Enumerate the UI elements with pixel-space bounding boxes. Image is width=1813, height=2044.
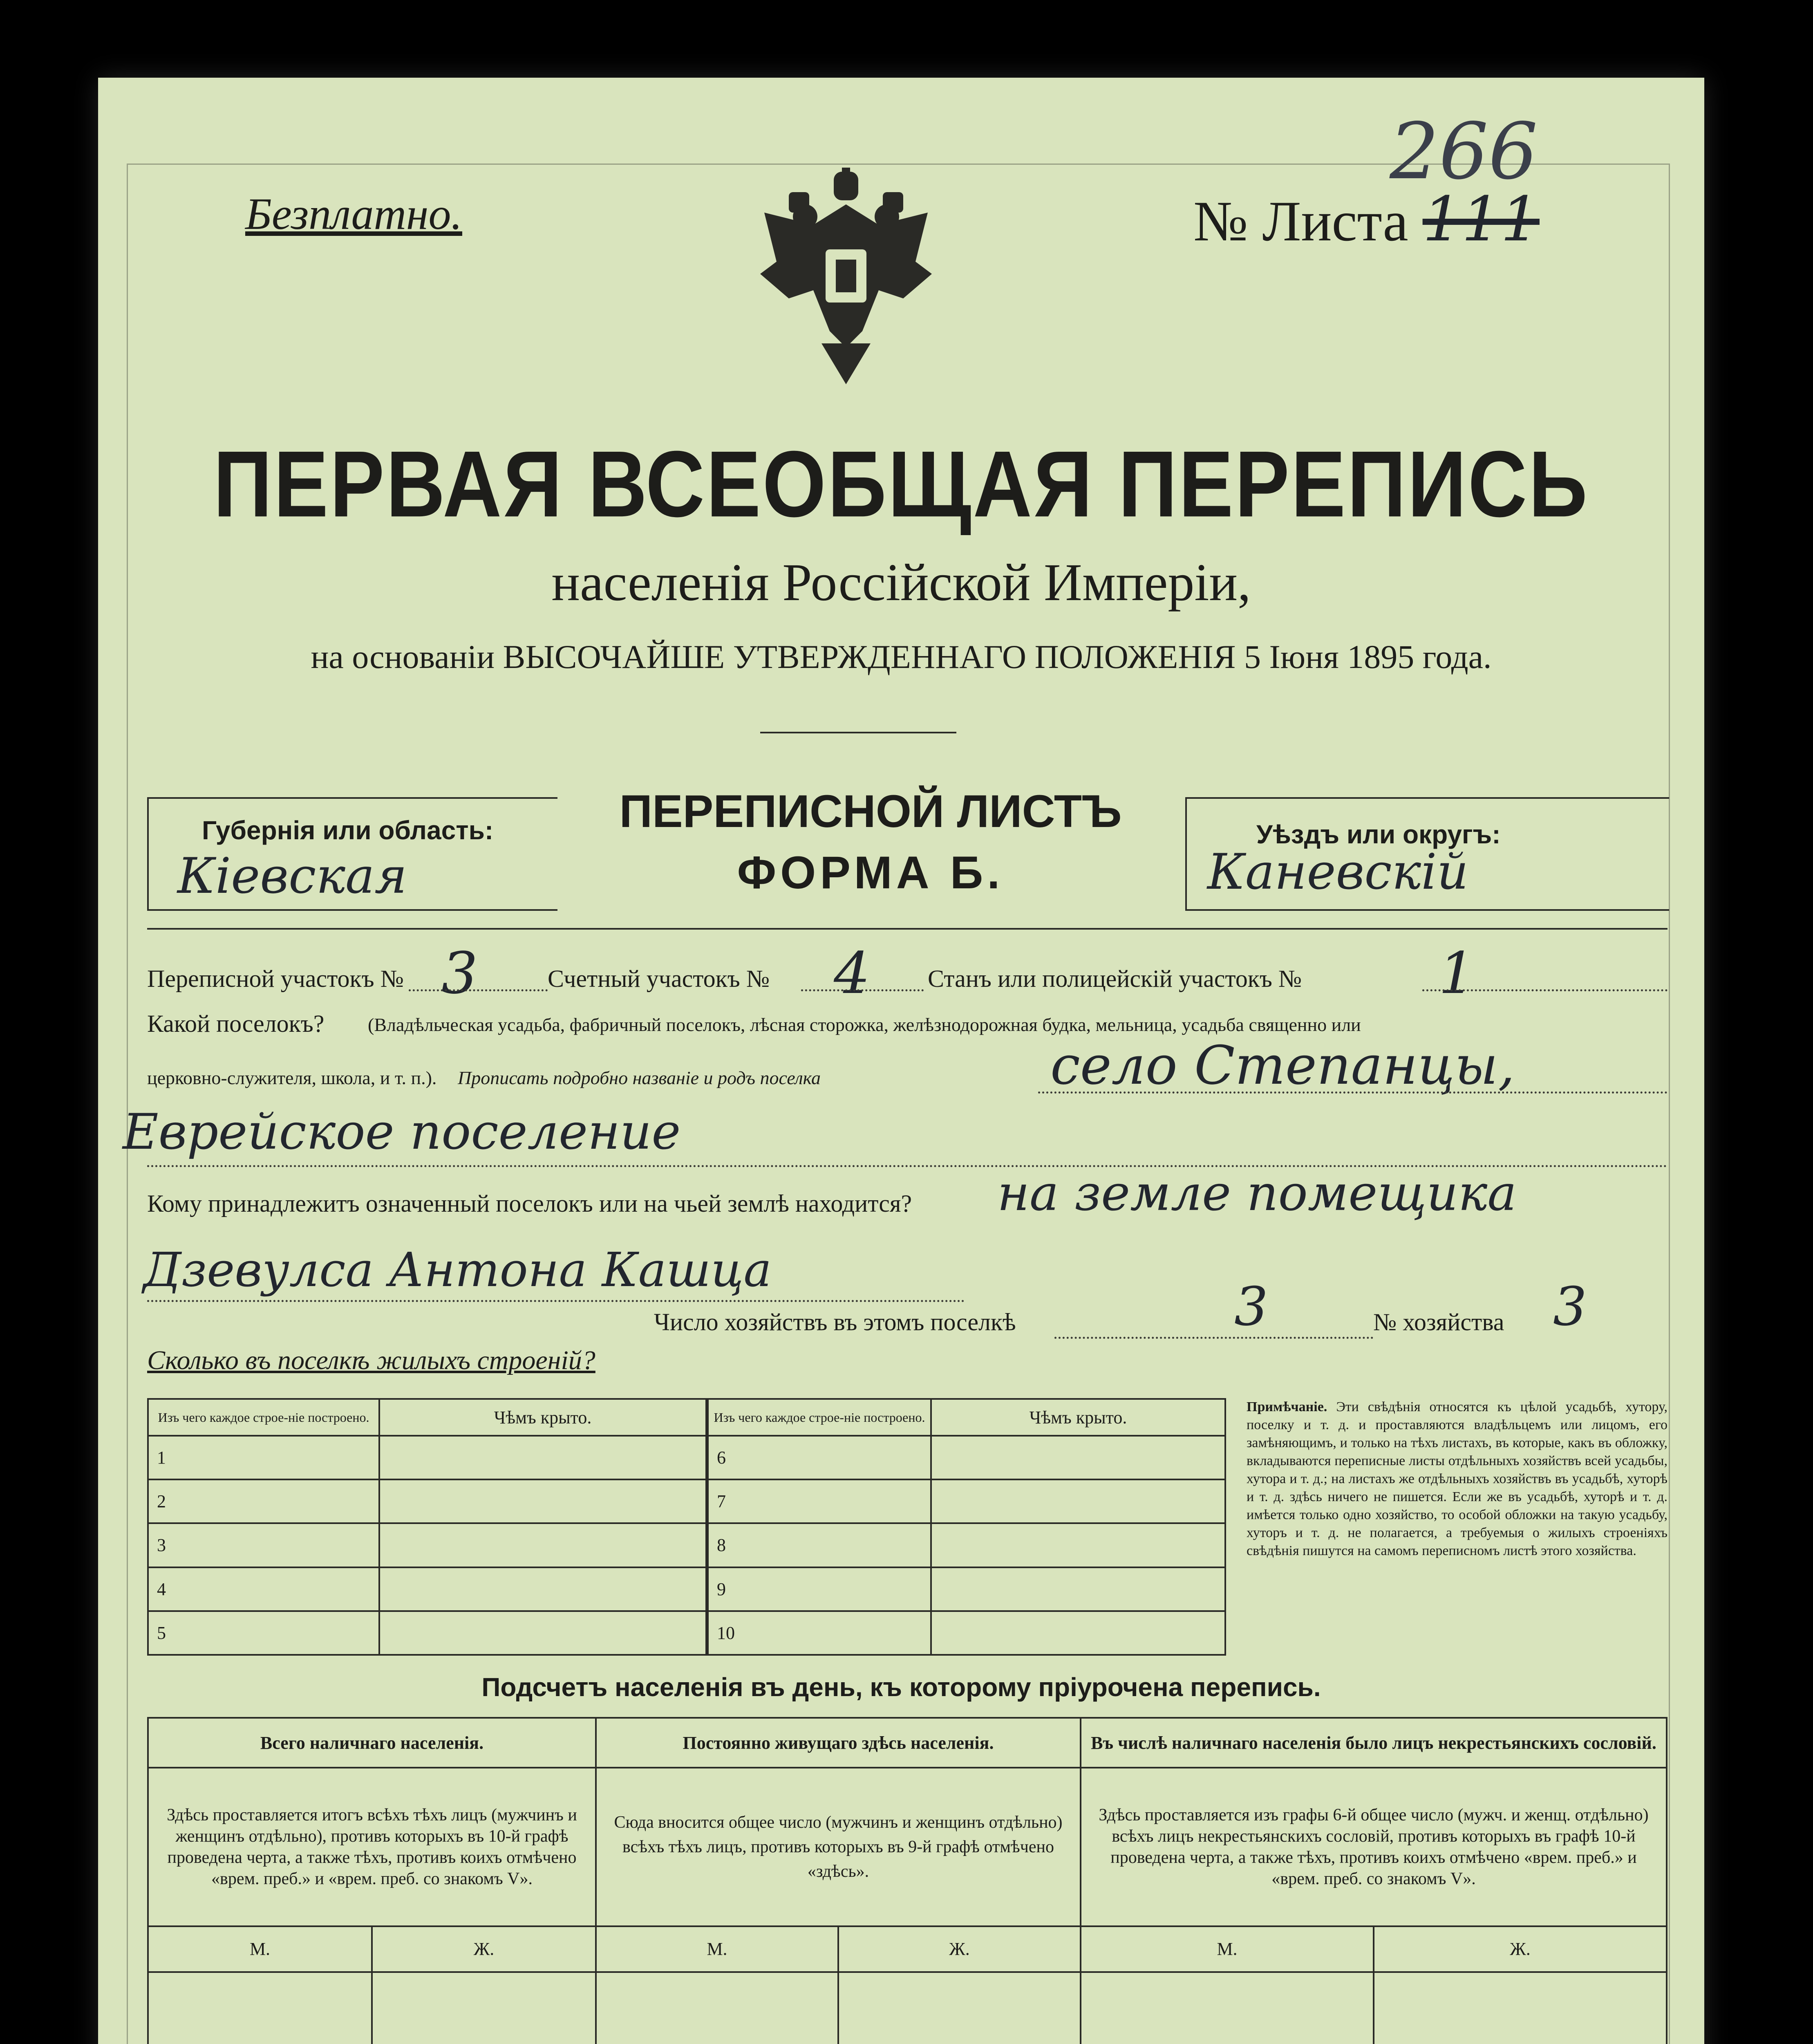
district-line	[147, 940, 1668, 1007]
uezd-value: Каневскій	[1207, 844, 1468, 901]
boxes-underline	[147, 928, 1668, 930]
double-headed-eagle-icon	[756, 168, 936, 388]
note-block	[1247, 1398, 1668, 1560]
stan-value: 1	[1439, 940, 1475, 1007]
count-table	[147, 1717, 1668, 2044]
perepisnoi-label: Переписной участокъ №	[147, 965, 404, 992]
gubernia-box	[147, 797, 557, 911]
owner-value-1: на земле помещика	[997, 1165, 1517, 1222]
count-col3-text: Здѣсь проставляется изъ графы 6-й общее число (мужч. и женщ. отдѣльно) всѣхъ лицъ некрестьянскихъ сословій, противъ которыхъ въ графѣ 10-й проведена черта, а также тѣхъ, противъ коихъ отмѣчено «врем. преб.» и «врем. преб. со знакомъ V».	[1081, 1768, 1667, 1926]
building-row-num: 2	[148, 1479, 379, 1523]
count-title: Подсчетъ населенія въ день, къ которому пріурочена перепись.	[481, 1672, 1321, 1702]
subtitle: населенія Россійской Имперіи,	[551, 553, 1251, 612]
main-title: ПЕРВАЯ ВСЕОБЩАЯ ПЕРЕПИСЬ	[213, 432, 1589, 537]
count-cell	[148, 1972, 372, 2044]
building-row-num: 4	[148, 1567, 379, 1611]
building-row-num: 7	[708, 1479, 931, 1523]
count-cell	[372, 1972, 596, 2044]
count-col3-zh: Ж.	[1374, 1926, 1667, 1972]
buildings-table-left	[147, 1398, 707, 1656]
schetny-label: Счетный участокъ №	[548, 965, 770, 992]
count-col2-text: Сюда вносится общее число (мужчинъ и женщинъ отдѣльно) всѣхъ тѣхъ лицъ, противъ которыхъ въ 9-й графѣ отмѣчено «здѣсь».	[596, 1768, 1081, 1926]
owner-dots	[147, 1300, 965, 1302]
basis-line: на основаніи ВЫСОЧАЙШЕ УТВЕРЖДЕННАГО ПОЛОЖЕНІЯ 5 Іюня 1895 года.	[311, 638, 1492, 675]
buildings-col-material: Изъ чего каждое строе-ніе построено.	[148, 1399, 379, 1436]
poselok-hint-2: церковно-служителя, школа, и т. п.).	[147, 1067, 437, 1088]
sheet-title: ПЕРЕПИСНОЙ ЛИСТЪ	[619, 786, 1122, 837]
sheet-number-label	[1193, 184, 1540, 255]
building-row-num: 10	[708, 1611, 931, 1655]
count-cell	[596, 1972, 838, 2044]
free-label: Безплатно.	[245, 189, 462, 239]
count-col1-text: Здѣсь проставляется итогъ всѣхъ тѣхъ лицъ (мужчинъ и женщинъ отдѣльно), противъ которыхъ въ 10-й графѣ проведена черта, а также тѣхъ, противъ коихъ отмѣчено «врем. преб.» и «врем. преб. со знакомъ V».	[148, 1768, 596, 1926]
sheet-number-crossed: 111	[1422, 184, 1540, 255]
count-col1-zh: Ж.	[372, 1926, 596, 1972]
building-row-num: 9	[708, 1567, 931, 1611]
buildings-label: Сколько въ поселкѣ жилыхъ строеній?	[147, 1345, 595, 1375]
buildings-col-material: Изъ чего каждое строе-ніе построено.	[708, 1399, 931, 1436]
building-row-num: 1	[148, 1436, 379, 1479]
poselok-dots-1	[1038, 1091, 1668, 1094]
building-row-num: 3	[148, 1523, 379, 1567]
building-row-num: 5	[148, 1611, 379, 1655]
poselok-hint-1: (Владѣльческая усадьба, фабричный поселокъ, лѣсная сторожка, желѣзнодорожная будка, мельница, усадьба священно или	[368, 1014, 1361, 1035]
buildings-col-roof: Чѣмъ крыто.	[379, 1399, 706, 1436]
perepisnoi-value: 3	[441, 940, 478, 1007]
pencil-sheet-number: 266	[1390, 106, 1538, 197]
household-no-label: № хозяйства	[1373, 1309, 1504, 1336]
title-divider	[760, 732, 956, 733]
schetny-dots	[801, 989, 924, 991]
building-row-num: 6	[708, 1436, 931, 1479]
count-col1-m: М.	[148, 1926, 372, 1972]
households-value: 3	[1234, 1275, 1268, 1338]
uezd-label: Уѣздъ или округъ:	[1256, 820, 1501, 849]
count-cell	[1374, 1972, 1667, 2044]
poselok-hint-3: Прописать подробно названіе и родъ поселка	[458, 1067, 821, 1088]
count-col3-head: Въ числѣ наличнаго населенія было лицъ некрестьянскихъ сословій.	[1081, 1718, 1667, 1768]
owner-label: Кому принадлежитъ означенный поселокъ или на чьей землѣ находится?	[147, 1190, 912, 1217]
count-cell	[1081, 1972, 1374, 2044]
count-col2-head: Постоянно живущаго здѣсь населенія.	[596, 1718, 1081, 1768]
households-label: Число хозяйствъ въ этомъ поселкѣ	[654, 1309, 1016, 1336]
count-col2-m: М.	[596, 1926, 838, 1972]
poselok-value-2: Еврейское поселение	[123, 1104, 681, 1161]
buildings-table-right	[707, 1398, 1226, 1656]
form-title: ФОРМА Б.	[737, 847, 1004, 898]
owner-value-2: Дзевулса Антона Кашца	[143, 1243, 772, 1298]
count-col3-m: М.	[1081, 1926, 1374, 1972]
census-sheet	[98, 78, 1704, 2044]
count-cell	[838, 1972, 1081, 2044]
stan-label: Станъ или полицейскій участокъ №	[928, 965, 1302, 992]
gubernia-label: Губернія или область:	[202, 816, 494, 845]
poselok-value-1: село Степанцы,	[1050, 1034, 1515, 1096]
count-col2-zh: Ж.	[838, 1926, 1081, 1972]
household-no-value: 3	[1553, 1275, 1587, 1338]
schetny-value: 4	[834, 940, 871, 1007]
note-text: Эти свѣдѣнія относятся къ цѣлой усадьбѣ, хутору, поселку и т. д. и проставляются владѣльцемъ или лицомъ, его замѣняющимъ, и только на тѣхъ листахъ, въ которые, какъ въ обложку, вкладываются переписные листы отдѣльныхъ хозяйствъ всей усадьбы, хутора и т. д.; на листахъ же отдѣльныхъ хозяйствъ въ усадьбѣ, хуторѣ и т. д. здѣсь ничего не пишется. Если же въ усадьбѣ, хуторѣ и т. д. имѣется только одно хозяйство, то особой обложки на такую усадьбу, хуторъ и т. д. не полагается, а требуемыя о жилыхъ строеніяхъ свѣдѣнія пишутся на самомъ переписномъ листѣ этого хозяйства.	[1247, 1399, 1668, 1558]
note-label: Примѣчаніе.	[1247, 1399, 1327, 1414]
uezd-box	[1185, 797, 1669, 911]
stan-dots	[1422, 989, 1668, 991]
count-col1-head: Всего наличнаго населенія.	[148, 1718, 596, 1768]
building-row-num: 8	[708, 1523, 931, 1567]
sheet-number-text: № Листа	[1193, 190, 1408, 253]
buildings-col-roof: Чѣмъ крыто.	[931, 1399, 1225, 1436]
perepisnoi-dots	[409, 989, 548, 991]
gubernia-value: Кіевская	[177, 848, 407, 905]
households-dots	[1054, 1337, 1373, 1339]
poselok-label: Какой поселокъ?	[147, 1010, 325, 1037]
